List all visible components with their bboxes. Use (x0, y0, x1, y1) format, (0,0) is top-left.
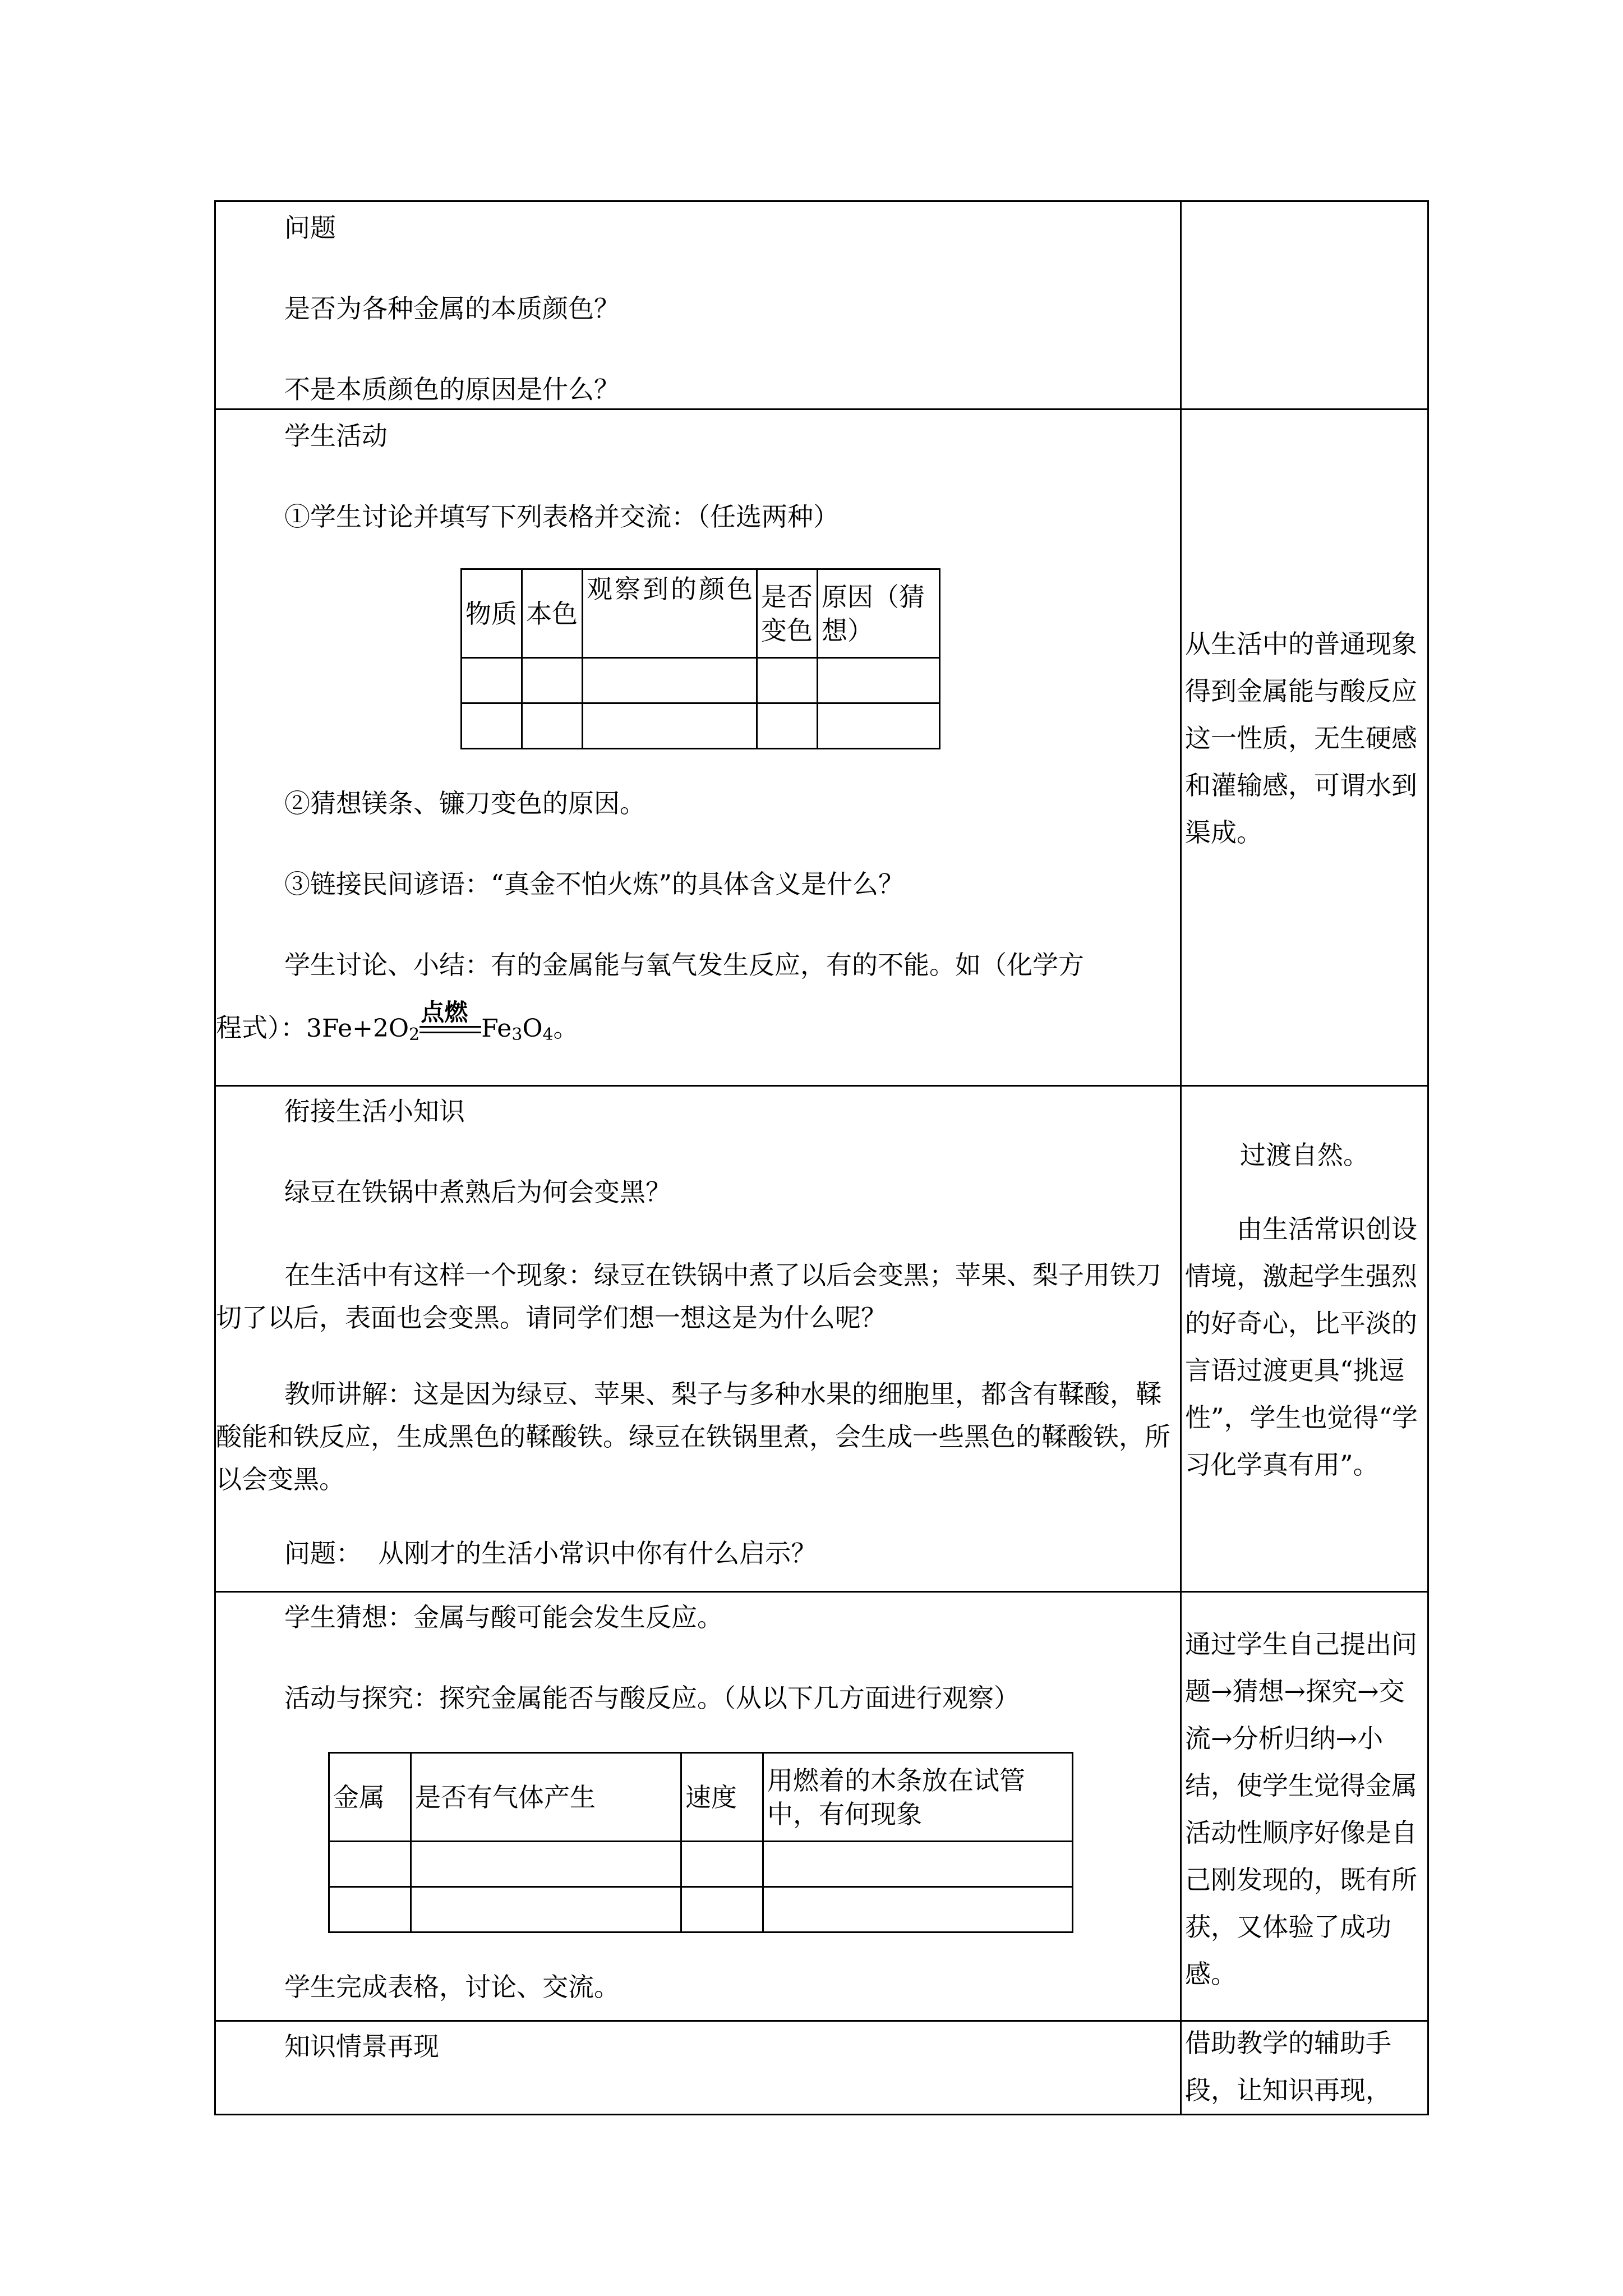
color-table-header-1: 本色 (522, 569, 583, 658)
acid-table-header-0: 金属 (329, 1753, 411, 1842)
row-knowledge-scene (215, 2021, 1428, 2115)
row-question (215, 201, 1428, 409)
row1-line-1: 是否为各种金属的本质颜色？ (284, 293, 620, 324)
activity-line-3: ③链接民间谚语：“真金不怕火炼”的具体含义是什么？ (284, 869, 905, 899)
inquiry-line-1: 学生猜想：金属与酸可能会发生反应。 (284, 1602, 723, 1632)
formula-left: 3Fe+2O (306, 1014, 409, 1043)
lesson-table (214, 200, 1429, 2115)
row-student-activity (215, 409, 1428, 1086)
row1-line-0: 问题 (284, 213, 336, 243)
table-row (329, 1887, 1073, 1932)
formula-right-sub1: 3 (511, 1025, 523, 1045)
formula-prefix: 程式）： (216, 1013, 306, 1043)
row5-side-note: 借助教学的辅助手段，让知识再现， (1185, 2028, 1391, 2105)
table-row (462, 703, 940, 749)
table-row (462, 658, 940, 703)
activity-line-5 (216, 998, 1180, 1054)
color-table-header-0: 物质 (462, 569, 522, 658)
row3-side-note-2: 由生活常识创设情境，激起学生强烈的好奇心，比平淡的言语过渡更具“挑逗性”，学生也觉得“学习化学真有用”。 (1185, 1214, 1418, 1480)
acid-table-header-2: 速度 (681, 1753, 763, 1842)
life-question: 绿豆在铁锅中煮熟后为何会变黑？ (284, 1177, 671, 1207)
scene-heading: 知识情景再现 (284, 2031, 439, 2062)
color-table-header-2: 观察到的颜色 (583, 569, 757, 658)
acid-table-header-1: 是否有气体产生 (411, 1753, 681, 1842)
formula-left-sub: 2 (409, 1025, 420, 1045)
formula-right-sub2: 4 (542, 1025, 554, 1045)
life-question-2: 问题： 从刚才的生活小常识中你有什么启示？ (284, 1538, 817, 1568)
row4-side-note: 通过学生自己提出问题→猜想→探究→交流→分析归纳→小结，使学生觉得金属活动性顺序好像是自己刚发现的，既有所获，又体验了成功感。 (1185, 1629, 1417, 1989)
activity-line-4: 学生讨论、小结：有的金属能与氧气发生反应，有的不能。如（化学方 (284, 950, 1084, 980)
acid-table (328, 1752, 1073, 1933)
acid-table-header-3: 用燃着的木条放在试管中，有何现象 (763, 1753, 1073, 1842)
formula-right-mid: O (522, 1014, 543, 1043)
formula-right: Fe (481, 1014, 512, 1043)
life-heading: 衔接生活小知识 (284, 1096, 465, 1126)
row2-side-note: 从生活中的普通现象得到金属能与酸反应这一性质，无生硬感和灌输感，可谓水到渠成。 (1185, 628, 1417, 848)
color-table (460, 568, 940, 749)
formula-end: 。 (553, 1014, 578, 1043)
equals-sign (419, 998, 481, 1036)
inquiry-line-2: 活动与探究：探究金属能否与酸反应。（从以下几方面进行观察） (284, 1683, 1020, 1713)
row-inquiry (215, 1592, 1428, 2021)
activity-line-1: ①学生讨论并填写下列表格并交流：（任选两种） (284, 501, 839, 532)
life-para-1: 在生活中有这样一个现象：绿豆在铁锅中煮了以后会变黑；苹果、梨子用铁刀切了以后，表面也会变黑。请同学们想一想这是为什么呢？ (216, 1260, 1161, 1333)
activity-line-2: ②猜想镁条、镰刀变色的原因。 (284, 788, 645, 818)
inquiry-line-3: 学生完成表格，讨论、交流。 (284, 1972, 620, 2002)
row3-side-note-1: 过渡自然。 (1240, 1140, 1369, 1170)
activity-heading: 学生活动 (284, 421, 388, 451)
chemical-equation (306, 998, 578, 1054)
color-table-header-3: 是否变色 (757, 569, 818, 658)
row1-side (1181, 201, 1428, 409)
color-table-header-4: 原因（猜想） (818, 569, 940, 658)
row-life-knowledge (215, 1086, 1428, 1592)
table-row (329, 1842, 1073, 1887)
life-para-2: 教师讲解：这是因为绿豆、苹果、梨子与多种水果的细胞里，都含有鞣酸，鞣酸能和铁反应，生成黑色的鞣酸铁。绿豆在铁锅里煮，会生成一些黑色的鞣酸铁，所以会变黑。 (216, 1379, 1170, 1494)
row1-line-2: 不是本质颜色的原因是什么？ (284, 374, 620, 404)
formula-condition: 点燃 (421, 998, 468, 1026)
